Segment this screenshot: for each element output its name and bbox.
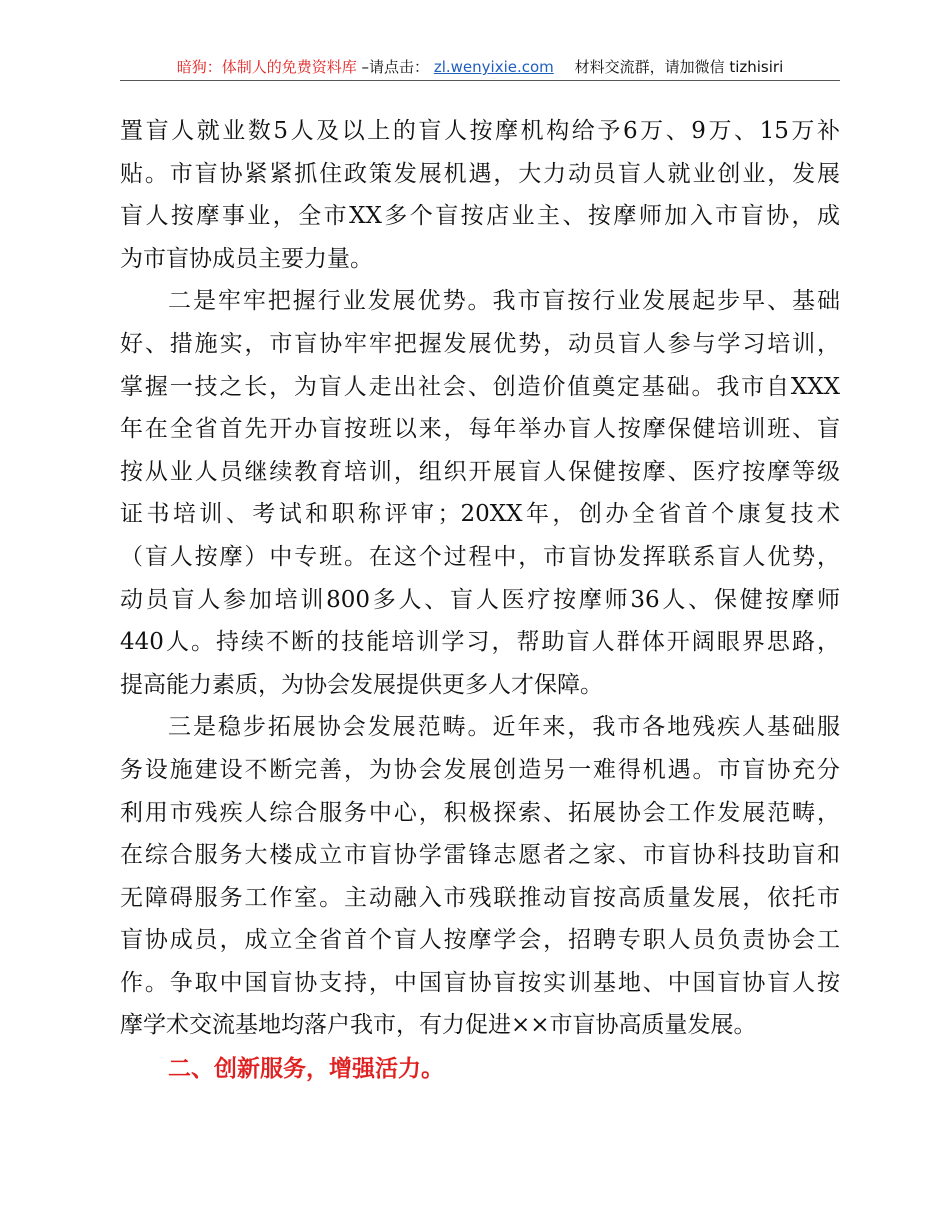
- paragraph: [120, 280, 840, 706]
- text-line: 盲协成员，成立全省首个盲人按摩学会，招聘专职人员负责协会工: [120, 927, 840, 954]
- site-link[interactable]: zl.wenyixie.com: [433, 58, 554, 76]
- text-line: 无障碍服务工作室。主动融入市残联推动盲按高质量发展，依托市: [120, 884, 840, 911]
- page-header: [120, 56, 840, 77]
- text-line: （盲人按摩）中专班。在这个过程中，市盲协发挥联系盲人优势，: [120, 543, 840, 570]
- text-line: 作。争取中国盲协支持，中国盲协盲按实训基地、中国盲协盲人按: [120, 969, 840, 996]
- text-line: 动员盲人参加培训800多人、盲人医疗按摩师36人、保健按摩师: [120, 586, 840, 613]
- text-line: 好、措施实，市盲协牢牢把握发展优势，动员盲人参与学习培训，: [120, 330, 840, 357]
- text-line: 贴。市盲协紧紧抓住政策发展机遇，大力动员盲人就业创业，发展: [120, 160, 840, 187]
- section-heading: 二、创新服务，增强活力。: [168, 1056, 444, 1083]
- text-line: 按从业人员继续教育培训，组织开展盲人保健按摩、医疗按摩等级: [120, 458, 840, 485]
- click-prompt: –请点击：: [361, 58, 430, 76]
- text-line: 年在全省首先开办盲按班以来，每年举办盲人按摩保健培训班、盲: [120, 416, 840, 443]
- text-line: 务设施建设不断完善，为协会发展创造另一难得机遇。市盲协充分: [120, 756, 840, 783]
- text-line: 三是稳步拓展协会发展范畴。近年来，我市各地残疾人基础服: [168, 714, 840, 741]
- text-line: 440人。持续不断的技能培训学习，帮助盲人群体开阔眼界思路，: [120, 629, 840, 656]
- header-rule: [120, 80, 840, 81]
- text-line: 在综合服务大楼成立市盲协学雷锋志愿者之家、市盲协科技助盲和: [120, 842, 840, 869]
- text-line: 置盲人就业数5人及以上的盲人按摩机构给予6万、9万、15万补: [120, 118, 840, 144]
- text-line: 盲人按摩事业，全市XX多个盲按店业主、按摩师加入市盲协，成: [120, 203, 840, 230]
- document-body: [120, 110, 840, 1091]
- text-line: 为市盲协成员主要力量。: [120, 245, 373, 272]
- paragraph: [120, 706, 840, 1047]
- contact-text: 材料交流群，请加微信 tizhisiri: [574, 58, 784, 76]
- text-line: 证书培训、考试和职称评审；20XX年，创办全省首个康复技术: [120, 501, 840, 528]
- text-line: 提高能力素质，为协会发展提供更多人才保障。: [120, 671, 603, 698]
- text-line: 利用市残疾人综合服务中心，积极探索、拓展协会工作发展范畴，: [120, 799, 840, 826]
- site-name: 暗狗：体制人的免费资料库: [176, 58, 357, 76]
- text-line: 二是牢牢把握行业发展优势。我市盲按行业发展起步早、基础: [168, 288, 840, 315]
- text-line: 摩学术交流基地均落户我市，有力促进××市盲协高质量发展。: [120, 1012, 757, 1039]
- paragraph: [120, 110, 840, 280]
- text-line: 掌握一技之长，为盲人走出社会、创造价值奠定基础。我市自XXX: [120, 373, 840, 400]
